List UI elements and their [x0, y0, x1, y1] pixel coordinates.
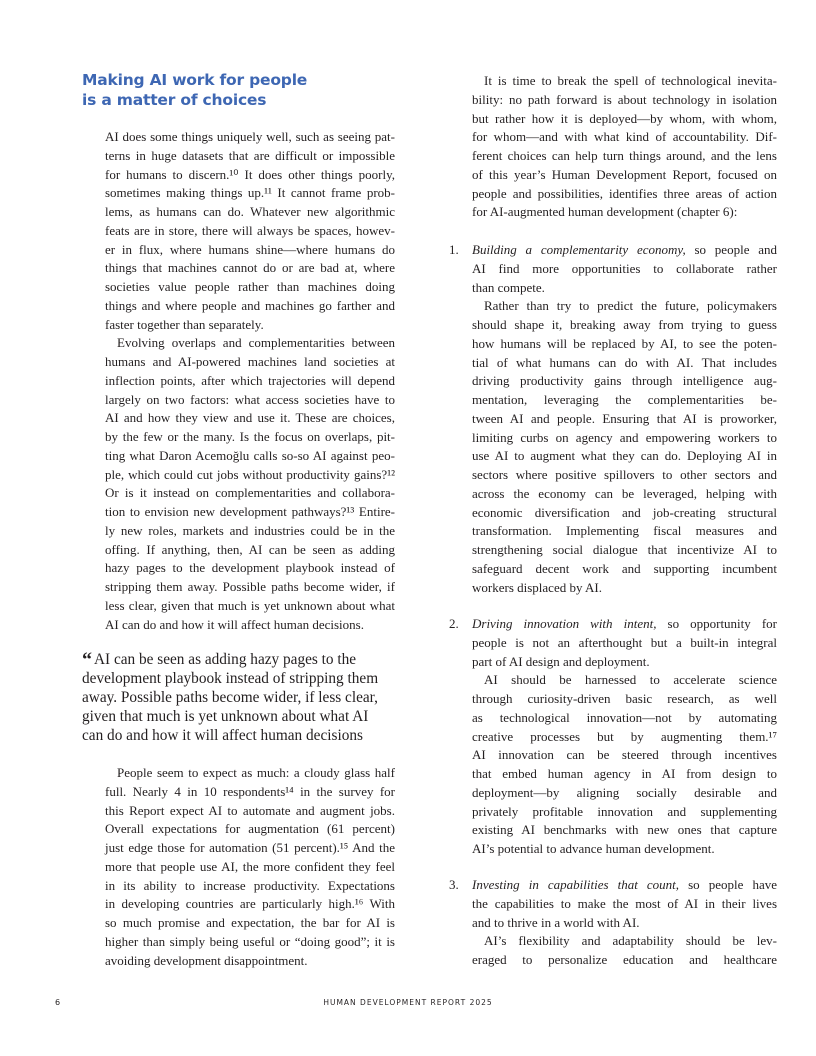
text-line: things that machines cannot do or are bad at, where [105, 260, 395, 276]
text-line: things and where people and machines go farther and [105, 297, 395, 313]
text-line: but rather how it is deployed—by whom, with whom, [472, 110, 777, 126]
text-line: bility: no path forward is about technology in isolation [472, 91, 777, 107]
action-title: Building a complementarity economy, [472, 242, 686, 257]
text-line: and to thrive in a world with AI. [472, 914, 640, 930]
list-number: 2. [449, 616, 459, 631]
text-line: AI does some things uniquely well, such as seeing pat- [105, 129, 395, 144]
text-line: sometimes making things up.¹¹ It cannot frame prob- [105, 185, 395, 201]
text-line: 3. Investing in capabilities that count, so people have [472, 876, 777, 895]
text-line: It is time to break the spell of technological inevita- [484, 73, 777, 88]
text-line: faster together than separately. [105, 316, 264, 332]
left-column-body [105, 128, 395, 634]
text-line: Rather than try to predict the future, policymakers [484, 298, 777, 314]
text-line: for whom—and with what kind of accountability. Dif- [472, 129, 777, 145]
text-line: workers displaced by AI. [472, 579, 602, 595]
text-line: limiting curbs on agency and empowering workers to [472, 429, 777, 445]
text-line: er in flux, where humans shine—where humans do [105, 241, 395, 257]
text-line: AI’s flexibility and adaptability should be lev- [484, 933, 777, 949]
section-heading [82, 70, 307, 110]
text-line: Evolving overlaps and complementarities between [117, 335, 395, 351]
text-line: ly new roles, markets and industries could be in the [105, 522, 395, 538]
text-line: ple, which could cut jobs without productivity gains?¹² [105, 466, 395, 482]
text-line: strengthening social dialogue that incentivize AI to [472, 542, 777, 557]
text-line: that embed human agency in AI from design to [472, 766, 777, 781]
text-line: tial of what humans can do with AI. That includes [472, 354, 777, 370]
text-line: largely on two factors: what access societies have to [105, 391, 395, 407]
text-line: AI innovation can be steered through incentives [472, 747, 777, 763]
action-title: Investing in capabilities that count, [472, 877, 680, 892]
text-line: tween AI and people. Ensuring that AI is proworker, [472, 410, 777, 426]
quote-mark-icon: “ [82, 649, 92, 671]
text-line: than compete. [472, 279, 545, 295]
text-line: the capabilities to make the most of AI in their lives [472, 895, 777, 911]
text-line: Or is it instead on complementarities and collabora- [105, 485, 395, 501]
text-line: lems, as humans can do. Whatever new algorithmic [105, 204, 395, 219]
action-item-2 [449, 615, 777, 859]
text-line: higher than simply being useful or “doing good”; it is [105, 933, 395, 949]
text-line: can do and how it will affect human decisions [82, 727, 363, 744]
text-line: societies value people rather than machines doing [105, 279, 395, 294]
heading-line: is a matter of choices [82, 91, 267, 109]
text-line: economic diversification and job-creating structural [472, 504, 777, 520]
text-line: away. Possible paths become wider, if less clear, [82, 689, 378, 706]
right-column-intro [472, 72, 777, 222]
text-line: for AI-augmented human development (chapter 6): [472, 204, 738, 220]
text-line: driving productivity gains through intelligence aug- [472, 373, 777, 389]
text-line: AI can do and how it will affect human decisions. [105, 616, 364, 632]
text-line: as technological innovation—not by automating [472, 709, 777, 725]
text-line: people and possibilities, identifies three areas of action [472, 185, 777, 201]
text-line: AI find more opportunities to collaborate rather [472, 260, 777, 276]
text-line: across the economy can be leveraged, helping with [472, 485, 777, 501]
text-line: this Report expect AI to automate and augment jobs. [105, 802, 395, 818]
text-line: AI’s potential to advance human development. [472, 841, 715, 856]
text-line: offing. If anything, then, AI can be seen as adding [105, 541, 395, 557]
pull-quote [82, 650, 412, 745]
action-item-3 [449, 876, 777, 970]
text-line: more that people use AI, the more confident they feel [105, 858, 395, 874]
text-line: ferent choices can help turn things around, and the lens [472, 148, 777, 163]
text-line: hazy pages to the development playbook instead of [105, 560, 395, 576]
text-line: safeguard decent work and supporting incumbent [472, 560, 777, 576]
text-line: stripping them away. Possible paths become wider, if [105, 579, 395, 594]
text-line: inflection points, after which trajectories will depend [105, 372, 395, 388]
list-number: 1. [449, 242, 459, 257]
text-line: Overall expectations for augmentation (61 percent) [105, 821, 395, 837]
text-line: in its ability to increase productivity. Expectations [105, 877, 395, 893]
running-footer: HUMAN DEVELOPMENT REPORT 2025 [323, 998, 493, 1007]
heading-line: Making AI work for people [82, 71, 308, 89]
text-line: part of AI design and deployment. [472, 653, 650, 669]
text-line: transformation. Implementing fiscal measures and [472, 523, 777, 539]
text-line: should shape it, breaking away from trying to guess [472, 317, 777, 332]
text-line: for humans to discern.¹⁰ It does other things poorly, [105, 166, 395, 182]
text-line: so much promise and expectation, the bar for AI is [105, 915, 395, 930]
list-number: 3. [449, 877, 459, 892]
text-line: AI should be harnessed to accelerate science [484, 672, 777, 688]
text-line: 2. Driving innovation with intent, so opportunity for [472, 615, 777, 634]
text-line: humans and AI-powered machines land societies at [105, 354, 395, 369]
text-line: avoiding development disappointment. [105, 952, 308, 968]
text-line: eraged to personalize education and healthcare [472, 952, 777, 967]
text-line: how humans will be replaced by AI, to see the poten- [472, 335, 777, 351]
action-item-1 [449, 241, 778, 597]
text-line: just edge those for automation (51 percent).¹⁵ And the [105, 840, 395, 855]
text-line: People seem to expect as much: a cloudy glass half [117, 765, 395, 780]
text-line: existing AI benchmarks with new ones that capture [472, 822, 777, 838]
text-line: terns in huge datasets that are difficult or impossible [105, 147, 395, 163]
text-line: given that much is yet unknown about what AI [82, 708, 369, 725]
text-line: AI and how they view and use it. These are choices, [105, 410, 395, 426]
text-line: tion to envision new development pathways?¹³ Entire- [105, 504, 395, 519]
text-line: privately profitable innovation and supplementing [472, 803, 777, 819]
text-line: use AI to augment what they can do. Deploying AI in [472, 448, 777, 464]
text-line: feats are in store, there will always be spaces, howev- [105, 222, 395, 238]
text-line: people is not an afterthought but a built-in integral [472, 634, 777, 650]
text-line: 1. Building a complementarity economy, so people and [472, 241, 777, 260]
text-line: deployment—by aligning socially desirable and [472, 784, 777, 800]
text-line: less clear, given that much is yet unknown about what [105, 597, 395, 613]
page-number: 6 [55, 998, 61, 1007]
text-line: full. Nearly 4 in 10 respondents¹⁴ in the survey for [105, 783, 395, 799]
text-line: of this year’s Human Development Report, focused on [472, 166, 777, 182]
text-line: in developing countries are particularly high.¹⁶ With [105, 896, 395, 912]
text-line: by the few or the many. Is the focus on overlaps, pit- [105, 429, 395, 444]
left-column-body-after-quote [105, 764, 395, 970]
text-line: creative processes but by augmenting them.¹⁷ [472, 728, 777, 744]
text-line: mentation, leveraging the complementarities be- [472, 392, 777, 407]
text-line: sectors where positive spillovers to other sectors and [472, 467, 777, 482]
action-title: Driving innovation with intent, [472, 616, 657, 631]
text-line: “ AI can be seen as adding hazy pages to the [82, 649, 357, 671]
text-line: through curiosity-driven basic research, as well [472, 691, 777, 706]
text-line: ting what Daron Acemoğlu calls so-so AI against peo- [105, 447, 395, 463]
text-line: development playbook instead of stripping them [82, 670, 379, 687]
